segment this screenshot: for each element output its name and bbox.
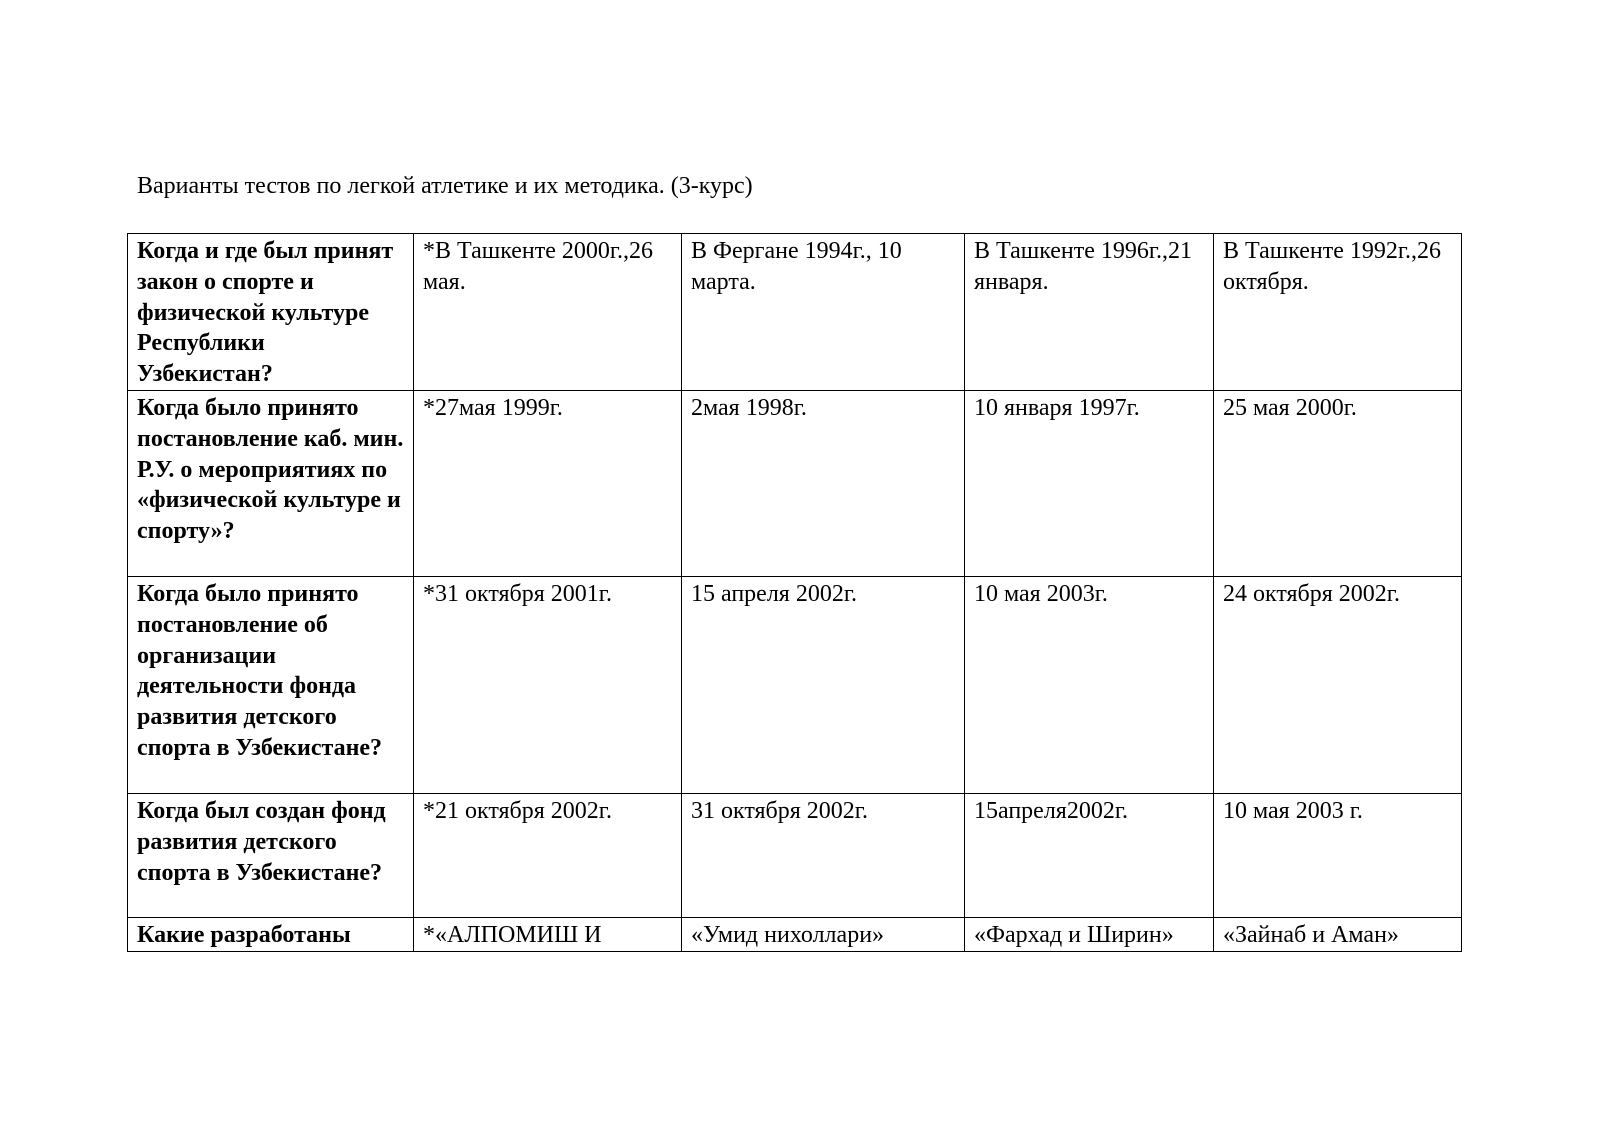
question-cell: Когда было принято постановление об организации деятельности фонда развития детского спорта в Узбекистане?: [128, 576, 414, 793]
answer-cell: 15 апреля 2002г.: [682, 576, 965, 793]
question-cell: Когда был создан фонд развития детского спорта в Узбекистане?: [128, 793, 414, 917]
table-row: [128, 234, 1462, 391]
answer-cell: 31 октября 2002г.: [682, 793, 965, 917]
question-cell: Какие разработаны: [128, 917, 414, 951]
table-row: [128, 390, 1462, 576]
question-cell: Когда и где был принят закон о спорте и физической культуре Республики Узбекистан?: [128, 234, 414, 391]
answer-cell: *27мая 1999г.: [414, 390, 682, 576]
answer-cell: 10 мая 2003г.: [965, 576, 1214, 793]
question-cell: Когда было принято постановление каб. мин. Р.У. о мероприятиях по «физической культуре и спорту»?: [128, 390, 414, 576]
answer-cell: *«АЛПОМИШ И: [414, 917, 682, 951]
table-row: [128, 917, 1462, 951]
test-table: [127, 233, 1462, 952]
answer-cell: *В Ташкенте 2000г.,26 мая.: [414, 234, 682, 391]
answer-cell: *31 октября 2001г.: [414, 576, 682, 793]
table-row: [128, 793, 1462, 917]
answer-cell: В Ташкенте 1992г.,26 октября.: [1214, 234, 1462, 391]
answer-cell: 25 мая 2000г.: [1214, 390, 1462, 576]
answer-cell: 10 мая 2003 г.: [1214, 793, 1462, 917]
answer-cell: *21 октября 2002г.: [414, 793, 682, 917]
answer-cell: 2мая 1998г.: [682, 390, 965, 576]
answer-cell: 15апреля2002г.: [965, 793, 1214, 917]
answer-cell: «Умид нихоллари»: [682, 917, 965, 951]
answer-cell: 10 января 1997г.: [965, 390, 1214, 576]
answer-cell: 24 октября 2002г.: [1214, 576, 1462, 793]
answer-cell: «Фархад и Ширин»: [965, 917, 1214, 951]
table-row: [128, 576, 1462, 793]
answer-cell: «Зайнаб и Аман»: [1214, 917, 1462, 951]
answer-cell: В Фергане 1994г., 10 марта.: [682, 234, 965, 391]
answer-cell: В Ташкенте 1996г.,21 января.: [965, 234, 1214, 391]
document-title: Варианты тестов по легкой атлетике и их методика. (3-курс): [137, 173, 753, 199]
